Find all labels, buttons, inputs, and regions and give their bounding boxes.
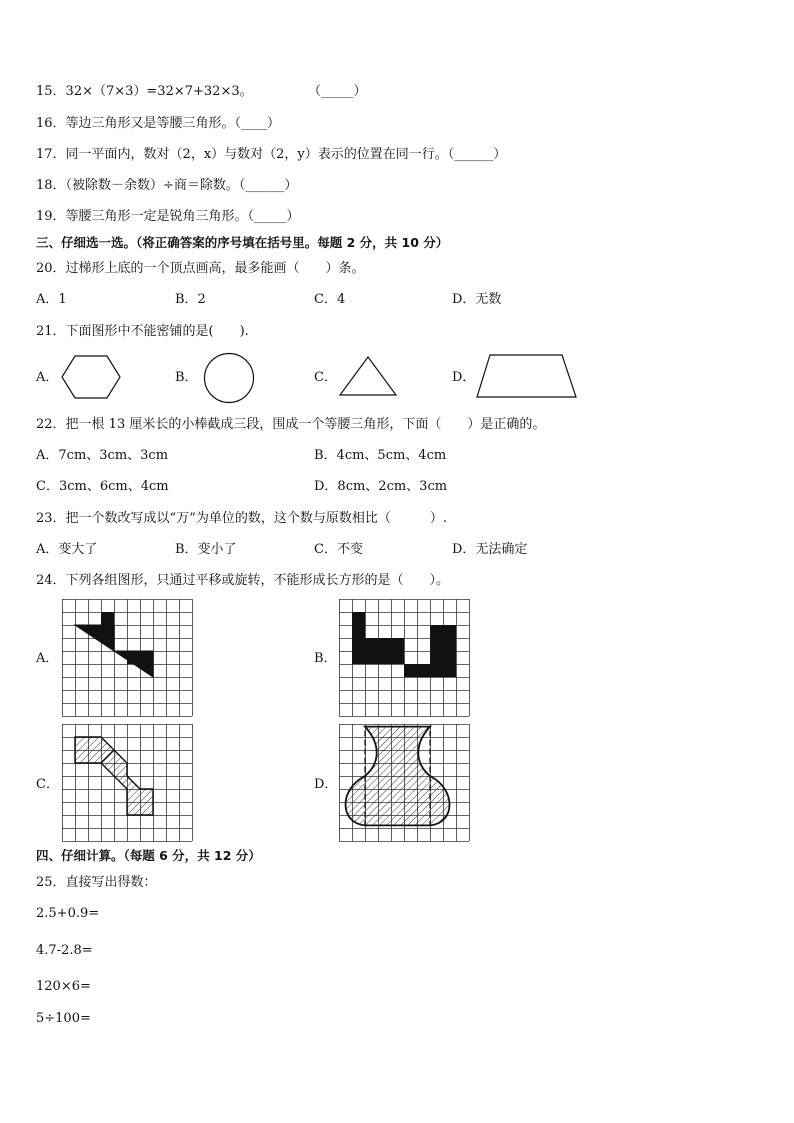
question-18: 18．（被除数－余数）÷商＝除数。（______） — [36, 178, 298, 193]
q24-label-b: B． — [314, 651, 337, 666]
question-25: 25．直接写出得数： — [36, 875, 157, 890]
q21-label-a: A． — [36, 370, 59, 385]
question-23: 23．把一个数改写成以“万”为单位的数，这个数与原数相比（ ）. — [36, 511, 447, 526]
question-17: 17．同一平面内，数对（2，x）与数对（2，y）表示的位置在同一行。（______） — [36, 147, 507, 162]
grid-figure-b — [339, 599, 469, 716]
q23-option-d: D．无法确定 — [452, 542, 528, 557]
q20-option-d: D．无数 — [452, 292, 502, 307]
question-22: 22．把一根 13 厘米长的小棒截成三段，围成一个等腰三角形，下面（ ）是正确的。 — [36, 417, 546, 432]
q24-label-a: A． — [36, 651, 59, 666]
circle-shape — [202, 351, 256, 405]
calc-item-3: 120×6= — [36, 979, 91, 994]
triangle-shape — [338, 355, 400, 399]
q22-option-b: B．4cm、5cm、4cm — [314, 448, 447, 463]
q20-option-a: A．1 — [36, 292, 67, 307]
question-24: 24．下列各组图形，只通过平移或旋转，不能形成长方形的是（ ）。 — [36, 573, 450, 588]
grid-figure-c — [62, 724, 192, 841]
grid-figure-d — [339, 724, 469, 841]
q24-label-c: C． — [36, 777, 59, 792]
q21-label-c: C． — [314, 370, 337, 385]
q23-option-b: B．变小了 — [175, 542, 237, 557]
section-heading-choice: 三、仔细选一选。（将正确答案的序号填在括号里。每题 2 分，共 10 分） — [36, 235, 449, 250]
q22-option-c: C．3cm、6cm、4cm — [36, 479, 169, 494]
q22-option-d: D．8cm、2cm、3cm — [314, 479, 448, 494]
trapezoid-shape — [474, 352, 580, 400]
hexagon-shape — [60, 354, 122, 400]
q23-option-c: C．不变 — [314, 542, 363, 557]
q20-option-c: C．4 — [314, 292, 346, 307]
question-21: 21．下面图形中不能密铺的是( ). — [36, 324, 249, 339]
q21-label-b: B． — [175, 370, 198, 385]
section-heading-calc: 四、仔细计算。（每题 6 分，共 12 分） — [36, 848, 261, 863]
grid-figure-a — [62, 599, 192, 716]
q21-label-d: D． — [452, 370, 476, 385]
q23-option-a: A．变大了 — [36, 542, 98, 557]
q24-label-d: D． — [314, 777, 338, 792]
question-16: 16．等边三角形又是等腰三角形。（____） — [36, 116, 281, 131]
answer-blank-15[interactable]: （_____） — [308, 84, 367, 99]
calc-item-1: 2.5+0.9= — [36, 906, 100, 921]
question-19: 19．等腰三角形一定是锐角三角形。（_____） — [36, 209, 300, 224]
q22-option-a: A．7cm、3cm、3cm — [36, 448, 169, 463]
calc-item-2: 4.7-2.8= — [36, 943, 93, 958]
q20-option-b: B．2 — [175, 292, 206, 307]
question-15: 15．32×（7×3）=32×7+32×3。 — [36, 84, 253, 99]
calc-item-4: 5÷100= — [36, 1011, 91, 1026]
question-20: 20．过梯形上底的一个顶点画高，最多能画（ ）条。 — [36, 261, 365, 276]
